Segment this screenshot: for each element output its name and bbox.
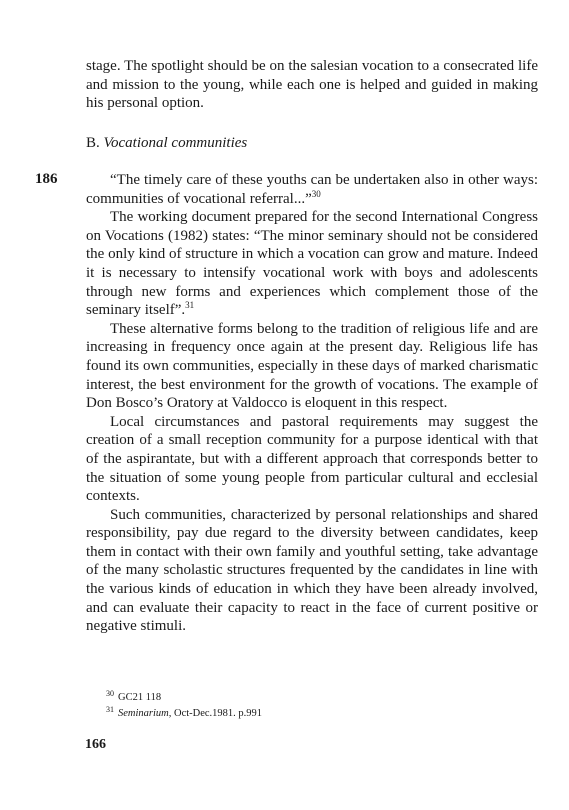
body-text bbox=[86, 171, 538, 636]
footnote: $^{30}$ GC21 118 bbox=[106, 688, 162, 703]
footnote-mark: 30 bbox=[106, 688, 114, 698]
margin-number: 186 bbox=[35, 171, 58, 187]
paragraph: “The timely care of these youths can be undertaken also in other ways: communities of vocational referral...”$^{30}$ bbox=[86, 172, 538, 207]
footnote-ref: 30 bbox=[311, 188, 321, 199]
section-letter: B. bbox=[86, 135, 100, 151]
footnote-mark: 31 bbox=[106, 704, 114, 714]
section-heading bbox=[86, 135, 247, 152]
paragraph: Such communities, characterized by personal relationships and shared responsibility, pay due regard to the diversity between candidates, keep them in contact with their own family and youthful setting, take advantage of the many scholastic structures frequented by the candidates in line with the various kinds of education in which they have been already involved, and can evaluate their capacity to react in the face of current positive or negative stimuli. bbox=[86, 506, 538, 635]
footnote: $^{31}$ Seminarium, Oct-Dec.1981. p.991 bbox=[106, 704, 263, 719]
section-title: Vocational communities bbox=[103, 135, 248, 151]
page-number: 166 bbox=[85, 737, 106, 752]
paragraph: These alternative forms belong to the tradition of religious life and are increasing in frequency once again at the present day. Religious life has found its own communities, especially in these days of marked charismatic interest, the best environment for the growth of vocations. The example of Don Bosco’s Oratory at Valdocco is eloquent in this respect. bbox=[86, 320, 538, 412]
paragraph: Local circumstances and pastoral requirements may suggest the creation of a small reception community for a purpose identical with that of the aspirantate, but with a different approach that corresponds better to the situation of some young people from particular cultural and ecclesial contexts. bbox=[86, 413, 538, 505]
footnotes bbox=[106, 690, 262, 722]
footnote-source: Seminarium, bbox=[118, 708, 172, 719]
footnote-ref: 31 bbox=[185, 300, 195, 311]
intro-paragraph: stage. The spotlight should be on the salesian vocation to a consecrated life and mission to the young, while each one is helped and guided in making his personal option. bbox=[86, 58, 538, 112]
paragraph: The working document prepared for the second International Congress on Vocations (1982) states: “The minor seminary should not be considered the only kind of structure in which a vocation can grow and mature. Indeed it is necessary to intensify vocational work with boys and adolescents through new forms and experiences which complement those of the seminary itself”.$^{31}$ bbox=[86, 209, 538, 319]
